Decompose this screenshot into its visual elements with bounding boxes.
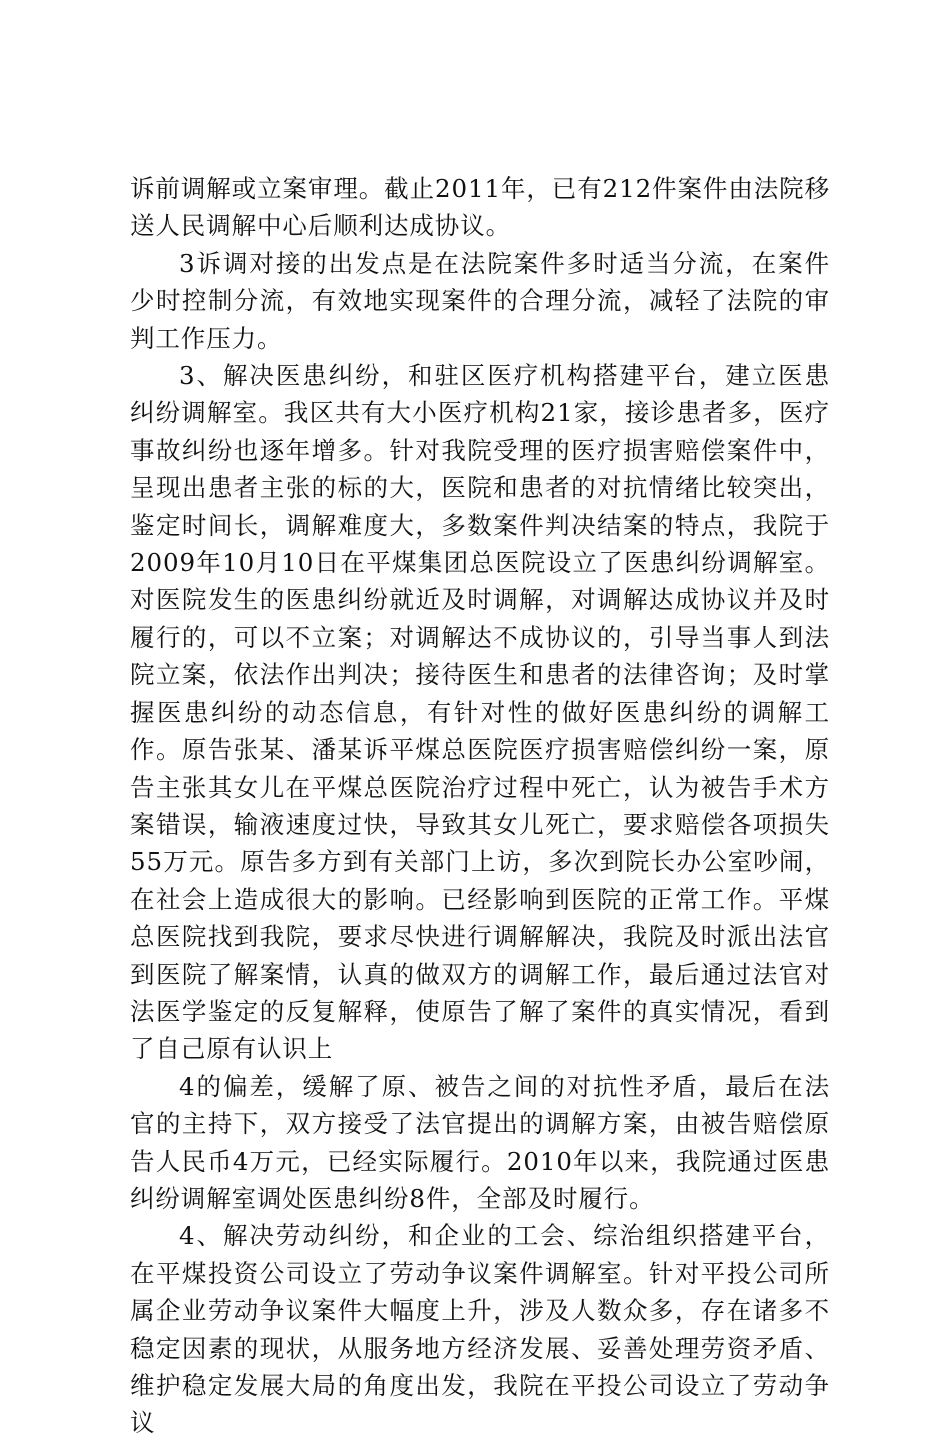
paragraph-1: 诉前调解或立案审理。截止2011年，已有212件案件由法院移送人民调解中心后顺利达成协议。 [130, 174, 830, 241]
document-body [130, 170, 830, 1442]
paragraph-5: 4、解决劳动纠纷，和企业的工会、综治组织搭建平台，在平煤投资公司设立了劳动争议案件调解室。针对平投公司所属企业劳动争议案件大幅度上升，涉及人数众多，存在诸多不稳定因素的现状，从服务地方经济发展、妥善处理劳资矛盾、维护稳定发展大局的角度出发，我院在平投公司设立了劳动争议 [130, 1221, 830, 1438]
paragraph-3: 3、解决医患纠纷，和驻区医疗机构搭建平台，建立医患纠纷调解室。我区共有大小医疗机构21家，接诊患者多，医疗事故纠纷也逐年增多。针对我院受理的医疗损害赔偿案件中，呈现出患者主张的标的大，医院和患者的对抗情绪比较突出，鉴定时间长，调解难度大，多数案件判决结案的特点，我院于2009年10月10日在平煤集团总医院设立了医患纠纷调解室。对医院发生的医患纠纷就近及时调解，对调解达成协议并及时履行的，可以不立案；对调解达不成协议的，引导当事人到法院立案，依法作出判决；接待医生和患者的法律咨询；及时掌握医患纠纷的动态信息，有针对性的做好医患纠纷的调解工作。原告张某、潘某诉平煤总医院医疗损害赔偿纠纷一案，原告主张其女儿在平煤总医院治疗过程中死亡，认为被告手术方案错误，输液速度过快，导致其女儿死亡，要求赔偿各项损失55万元。原告多方到有关部门上访，多次到院长办公室吵闹，在社会上造成很大的影响。已经影响到医院的正常工作。平煤总医院找到我院，要求尽快进行调解解决，我院及时派出法官到医院了解案情，认真的做双方的调解工作，最后通过法官对法医学鉴定的反复解释，使原告了解了案件的真实情况，看到了自己原有认识上 [130, 361, 830, 1064]
paragraph-4: 4的偏差，缓解了原、被告之间的对抗性矛盾，最后在法官的主持下，双方接受了法官提出的调解方案，由被告赔偿原告人民币4万元，已经实际履行。2010年以来，我院通过医患纠纷调解室调处医患纠纷8件，全部及时履行。 [130, 1071, 830, 1213]
paragraph-2: 3诉调对接的出发点是在法院案件多时适当分流，在案件少时控制分流，有效地实现案件的合理分流，减轻了法院的审判工作压力。 [130, 248, 830, 353]
